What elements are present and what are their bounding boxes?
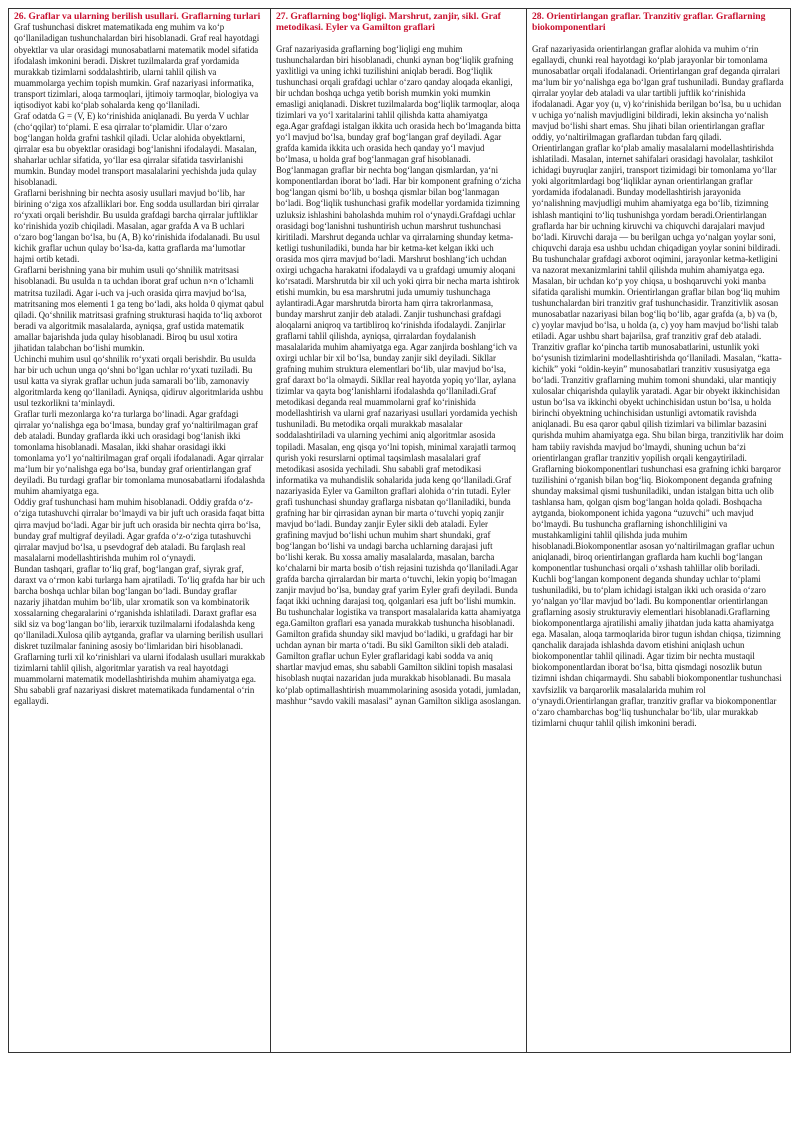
section-title-27: 27. Graflarning bog‘liqligi. Marshrut, zanjir, sikl. Graf metodikasi. Eyler va Gamilton graflari	[276, 11, 501, 34]
column-26	[9, 9, 271, 1052]
document-page	[8, 8, 791, 1053]
section-body-28: Graf nazariyasida orientirlangan graflar alohida va muhim o‘rin egallaydi, chunki real hayotdagi ko‘plab jarayonlar bir tomonlama munosabatlar orqali ifodalanadi. Orientirlangan graf deganda qirralari ma‘lum bir yo‘nalishga ega bo‘lgan graf tushuniladi. Bunday graflarda qirralar yoylar deb ataladi va ular tartibli juftlik ko‘rinishida ifodalanadi. Agar yoy (u, v) ko‘rinishida berilgan bo‘lsa, bu u uchidan v uchiga yo‘nalish mavjudligini bildiradi, lekin aksincha yo‘nalish mavjud bo‘lishi shart emas. Shu jihati bilan orientirlangan graflar oddiy, yo‘naltirilmagan graflardan tubdan farq qiladi. Orientirlangan graflar ko‘plab amaliy masalalarni modellashtirishda ishlatiladi. Masalan, internet sahifalari orasidagi havolalar, tashkilot ichidagi buyruqlar zanjiri, transport tizimidagi bir tomonlama yo‘llar yoki algoritmlardagi bog‘liqliklar aynan orientirlangan graflar yordamida ifodalanadi. Bunday modellashtirish jarayonida yo‘nalishning mavjudligi muhim ahamiyatga ega bo‘lib, tizimning ishlash mantiqini to‘liq tushunishga yordam beradi.Orientirlangan graflarda har bir uchning kiruvchi va chiquvchi darajalari mavjud bo‘ladi. Kiruvchi daraja — bu berilgan uchga yo‘nalgan yoylar soni, chiquvchi daraja esa ushbu uchdan chiqadigan yoylar sonini bildiradi. Bu tushunchalar grafdagi axborot oqimini, jarayonlar ketma-ketligini va nazorat mexanizmlarini tahlil qilishda muhim ahamiyatga ega. Masalan, bir uchdan ko‘p yoy chiqsa, u boshqaruvchi yoki manba sifatida qaralishi mumkin. Orientirlangan graflar bilan bog‘liq muhim tushunchalardan biri tranzitiv graf tushunchasidir. Tranzitivlik asosan munosabatlar nazariyasi bilan bog‘liq bo‘lib, agar grafda (a, b) va (b, c) yoylar mavjud bo‘lsa, u holda (a, c) yoy ham mavjud bo‘lishi talab etiladi. Agar ushbu shart bajarilsa, graf tranzitiv graf deb ataladi. Tranzitiv graflar ko‘pincha tartib munosabatlarini, ustunlik yoki bo‘ysunish tizimlarini modellashtirishda qo‘llaniladi. Masalan, “katta-kichik” yoki “oldin-keyin” munosabatlari tranzitiv xususiyatga ega bo‘ladi. Tranzitiv graflarning muhim tomoni shundaki, ular mantiqiy xulosalar chiqarishda qulaylik yaratadi. Agar bir obyekt ikkinchisidan ustun bo‘lsa va ikkinchi obyekt uchinchisidan ustun bo‘lsa, u holda birinchi obyektning uchinchisidan ustunligi avtomatik ravishda aniqlanadi. Bu esa qaror qabul qilish tizimlari va bilimlar bazasini qurishda muhim ahamiyatga ega. Shu bilan birga, tranzitivlik har doim ham tabiiy ravishda mavjud bo‘lmaydi, shuning uchun ba‘zi orientirlangan graflar tranzitiv yopilish orqali kengaytiriladi. Graflarning biokomponentlari tushunchasi esa grafning ichki barqaror tuzilishini o‘rganish bilan bog‘liq. Biokomponent deganda grafning shunday maksimal qismi tushuniladiki, undan istalgan bitta uch olib tashlansa ham, qolgan qism bog‘langan holda qoladi. Boshqacha aytganda, biokomponent ichida yagona “uzuvchi” uch mavjud bo‘lmaydi. Bu tushuncha graflarning ishonchliligini va mustahkamligini tahlil qilishda juda muhim hisoblanadi.Biokomponentlar asosan yo‘naltirilmagan graflar uchun aniqlanadi, biroq orientirlangan graflarda ham kuchli bog‘langan komponentlar tushunchasi orqali o‘xshash tahlillar olib boriladi. Kuchli bog‘langan komponent deganda shunday uchlar to‘plami tushuniladiki, bu to‘plam ichidagi istalgan ikki uch orasida o‘zaro yo‘nalgan yo‘llar mavjud bo‘ladi. Bu komponentlar orientirlangan graflarning asosiy strukturaviy elementlari hisoblanadi.Graflarning biokomponentlarga ajratilishi amaliy jihatdan juda katta ahamiyatga ega. Masalan, aloqa tarmoqlarida biror tugun ishdan chiqsa, tizimning qanchalik darajada ishlashda davom etishini aniqlash uchun biokomponentlar tahlil qilinadi. Agar tizim bir nechta mustaqil biokomponentlardan iborat bo‘lsa, bitta qismdagi nosozlik butun tizimni ishdan chiqarmaydi. Shu sababli biokomponentlar tushunchasi xavfsizlik va barqarorlik masalalarida muhim rol o‘ynaydi.Orientirlangan graflar, tranzitiv graflar va biokomponentlar o‘zaro chambarchas bog‘liq tushunchalar bo‘lib, ular murakkab tizimlarni chuqur tahlil qilish imkonini beradi.	[532, 43, 784, 728]
column-27	[271, 9, 527, 1052]
section-body-27: Graf nazariyasida graflarning bog‘liqligi eng muhim tushunchalardan biri hisoblanadi, chunki aynan bog‘liqlik grafning yaxlitligi va uning ichki tuzilishini aniqlab beradi. Bog‘liqlik tushunchasi orqali grafdagi uchlar o‘zaro qanday aloqada ekanligi, bir uchdan boshqa uchga yetib borish mumkin yoki mumkin emasligi aniqlanadi. Diskret tuzilmalarda bog‘liqlik tarmoqlar, aloqa tizimlari va yo‘l xaritalarini tahlil qilishda katta ahamiyatga ega.Agar grafdagi istalgan ikkita uch orasida hech bo‘lmaganda bitta yo‘l mavjud bo‘lsa, bunday graf bog‘langan graf deyiladi. Agar grafda kamida ikkita uch orasida hech qanday yo‘l mavjud bo‘lmasa, u holda graf bog‘lanmagan graf hisoblanadi. Bog‘lanmagan graflar bir nechta bog‘langan qismlardan, ya‘ni komponentlardan iborat bo‘ladi. Har bir komponent grafning o‘zicha bog‘langan qismi bo‘lib, u boshqa qismlar bilan bog‘lanmagan bo‘ladi. Bog‘liqlik tushunchasi grafik modellar yordamida tizimning uzluksiz ishlashini baholashda muhim rol o‘ynaydi.Grafdagi uchlar orasidagi bog‘lanishni tushuntirish uchun marshrut tushunchasi kiritiladi. Marshrut deganda uchlar va qirralarning shunday ketma-ketligi tushuniladiki, bunda har bir ketma-ket kelgan ikki uch orasida mos qirra mavjud bo‘ladi. Marshrut boshlang‘ich uchdan oxirgi uchgacha harakatni ifodalaydi va u grafdagi umumiy aloqani ko‘rsatadi. Marshrutda bir xil uch yoki qirra bir necha marta ishtirok etishi mumkin, bu esa marshrutni juda umumiy tushunchaga aylantiradi.Agar marshrutda birorta ham qirra takrorlanmasa, bunday marshrut zanjir deb ataladi. Zanjir tushunchasi grafdagi aloqalarni aniqroq va tartibliroq ko‘rinishda ifodalaydi. Zanjirlar graflarni tahlil qilishda, ayniqsa, qirralardan foydalanish masalalarida muhim ahamiyatga ega. Agar zanjirda boshlang‘ich va oxirgi uchlar bir xil bo‘lsa, bunday zanjir sikl deyiladi. Sikllar grafning muhim struktura elementlari bo‘lib, ular mavjud bo‘lsa, graf daraxt bo‘la olmaydi. Sikllar real hayotda yopiq yo‘llar, aylana tizimlar va qayta bog‘lanishlarni ifodalashda qo‘llaniladi.Graf metodikasi deganda real muammolarni graf ko‘rinishida modellashtirish va ularni graf nazariyasi usullari yordamida yechish tushuniladi. Bu metodika orqali murakkab masalalar soddalashtiriladi va ularning yechimi aniq algoritmlar asosida topiladi. Masalan, eng qisqa yo‘lni topish, minimal xarajatli tarmoq qurish yoki resurslarni optimal taqsimlash masalalari graf metodikasi asosida yechiladi. Shu sababli graf metodikasi informatika va muhandislik sohalarida juda keng qo‘llaniladi.Graf nazariyasida Eyler va Gamilton graflari alohida o‘rin tutadi. Eyler grafi tushunchasi shunday graflarga nisbatan qo‘llaniladiki, bunda grafning har bir qirrasidan aynan bir marta o‘tuvchi yopiq zanjir mavjud bo‘ladi. Bunday zanjir Eyler sikli deb ataladi. Eyler grafining mavjud bo‘lishi uchun muhim shart shundaki, graf bog‘langan bo‘lishi va undagi barcha uchlarning darajasi juft bo‘lishi kerak. Bu xossa amaliy masalalarda, masalan, barcha ko‘chalarni bir marta bosib o‘tish rejasini tuzishda qo‘llaniladi.Agar grafda barcha qirralardan bir marta o‘tuvchi, lekin yopiq bo‘lmagan zanjir mavjud bo‘lsa, bunday graf yarim Eyler grafi deyiladi. Bunda faqat ikki uchning darajasi toq, qolganlari esa juft bo‘lishi mumkin. Bu tushunchalar logistika va transport masalalarida katta ahamiyatga ega.Gamilton graflari esa yanada murakkab tushuncha hisoblanadi. Gamilton grafida shunday sikl mavjud bo‘ladiki, u grafdagi har bir uchdan aynan bir marta o‘tadi. Bu sikl Gamilton sikli deb ataladi. Gamilton graflar uchun Eyler graflaridagi kabi sodda va aniq shartlar mavjud emas, shu sababli Gamilton siklini topish masalasi hisoblash nuqtai nazaridan juda murakkab hisoblanadi. Bu masala ko‘plab optimallashtirish muammolarining asosida yotadi, jumladan, mashhur “savdo vakili masalasi” aynan Gamilton sikliga asoslangan.	[276, 43, 521, 706]
column-28	[527, 9, 790, 1052]
section-body-26: Graf tushunchasi diskret matematikada eng muhim va ko‘p qo‘llaniladigan tushunchalardan biri hisoblanadi. Graf real hayotdagi obyektlar va ular orasidagi munosabatlarni matematik model sifatida ifodalash imkonini beradi. Diskret tuzilmalarda graf yordamida murakkab tizimlarni soddalashtirib, ularni tahlil qilish va muammolarga yechim topish mumkin. Graf nazariyasi informatika, transport tizimlari, aloqa tarmoqlari, ijtimoiy tarmoqlar, biologiya va iqtisodiyot kabi ko‘plab sohalarda keng qo‘llaniladi. Graf odatda G = (V, E) ko‘rinishida aniqlanadi. Bu yerda V uchlar (cho‘qqilar) to‘plami. E esa qirralar to‘plamidir. Ular o‘zaro bog‘langan holda grafni tashkil qiladi. Uclar alohida obyektlarni, qirralar esa bu obyektlar orasidagi bog‘lanishni ifodalaydi. Masalan, shaharlar uchlar sifatida, yo‘llar esa qirralar sifatida tasvirlanishi mumkin. Bunday model transport masalalarini yechishda juda qulay hisoblanadi. Graflarni berishning bir nechta asosiy usullari mavjud bo‘lib, har birining o‘ziga xos afzalliklari bor. Eng sodda usullardan biri qirralar ro‘yxati orqali berishdir. Bu usulda grafdagi barcha qirralar juftliklar ko‘rinishida yozib chiqiladi. Masalan, agar grafda A va B uchlari o‘zaro bog‘langan bo‘lsa, bu (A, B) ko‘rinishida ifodalanadi. Bu usul kichik graflar uchun qulay bo‘lsa-da, katta graflarda ma‘lumotlar hajmi ortib ketadi. Graflarni berishning yana bir muhim usuli qo‘shnilik matritsasi hisoblanadi. Bu usulda n ta uchdan iborat graf uchun n×n o‘lchamli matritsa tuziladi. Agar i-uch va j-uch orasida qirra mavjud bo‘lsa, matritsaning mos elementi 1 ga teng bo‘ladi, aks holda 0 qiymat qabul qiladi. Qo‘shnilik matritsasi grafning strukturasi haqida to‘liq axborot beradi va algoritmik masalalarda, ayniqsa, graf ustida matematik amallar bajarishda juda qulay hisoblanadi. Biroq bu usul xotira jihatidan talabchan bo‘lishi mumkin. Uchinchi muhim usul qo‘shnilik ro‘yxati orqali berishdir. Bu usulda har bir uch uchun unga qo‘shni bo‘lgan uchlar ro‘yxati tuziladi. Bu usul katta va siyrak graflar uchun juda samarali bo‘lib, zamonaviy algoritmlarda keng qo‘llaniladi. Ayniqsa, qidiruv algoritmlarida ushbu usul tezkorlikni ta‘minlaydi. Graflar turli mezonlarga ko‘ra turlarga bo‘linadi. Agar grafdagi qirralar yo‘nalishga ega bo‘lmasa, bunday graf yo‘naltirilmagan graf deb ataladi. Bunday graflarda ikki uch orasidagi bog‘lanish ikki tomonlama hisoblanadi. Masalan, ikki shahar orasidagi ikki tomonlama yo‘l yo‘naltirilmagan graf orqali ifodalanadi. Agar qirralar ma‘lum bir yo‘nalishga ega bo‘lsa, bunday graf orientirlangan graf deyiladi. Bu turdagi graflar bir tomonlama munosabatlarni ifodalashda muhim ahamiyatga ega. Oddiy graf tushunchasi ham muhim hisoblanadi. Oddiy grafda o‘z-o‘ziga tutashuvchi qirralar bo‘lmaydi va bir juft uch orasida faqat bitta qirra mavjud bo‘ladi. Agar bir juft uch orasida bir nechta qirra bo‘lsa, bunday graf multigraf deyiladi. Agar grafda o‘z-o‘ziga tutashuvchi qirralar mavjud bo‘lsa, u psevdograf deb ataladi. Bu farqlash real masalalarni modellashtirishda muhim rol o‘ynaydi. Bundan tashqari, graflar to‘liq graf, bog‘langan graf, siyrak graf, daraxt va o‘rmon kabi turlarga ham ajratiladi. To‘liq grafda har bir uch barcha boshqa uchlar bilan bog‘langan bo‘ladi. Bunday graflar nazariy jihatdan muhim bo‘lib, ular xromatik son va kombinatorik xossalarning chegaralarini o‘rganishda ishlatiladi. Daraxt graflar esa sikl siz va bog‘langan bo‘lib, ierarxik tuzilmalarni ifodalashda keng qo‘llaniladi.Xulosa qilib aytganda, graflar va ularning berilish usullari diskret tuzilmalar fanining asosiy bo‘limlaridan biri hisoblanadi. Graflarning turli xil ko‘rinishlari va ularni ifodalash usullari murakkab tizimlarni tahlil qilish, algoritmlar yaratish va real hayotdagi muammolarni matematik modellashtirishda muhim ahamiyatga ega. Shu sababli graf nazariyasi diskret matematikada fundamental o‘rin egallaydi.	[14, 22, 265, 707]
section-title-28: 28. Orientirlangan graflar. Tranzitiv graflar. Graflarning biokomponentlari	[532, 11, 766, 34]
section-title-26: 26. Graflar va ularning berilish usullari. Graflarning turlari	[14, 11, 261, 22]
